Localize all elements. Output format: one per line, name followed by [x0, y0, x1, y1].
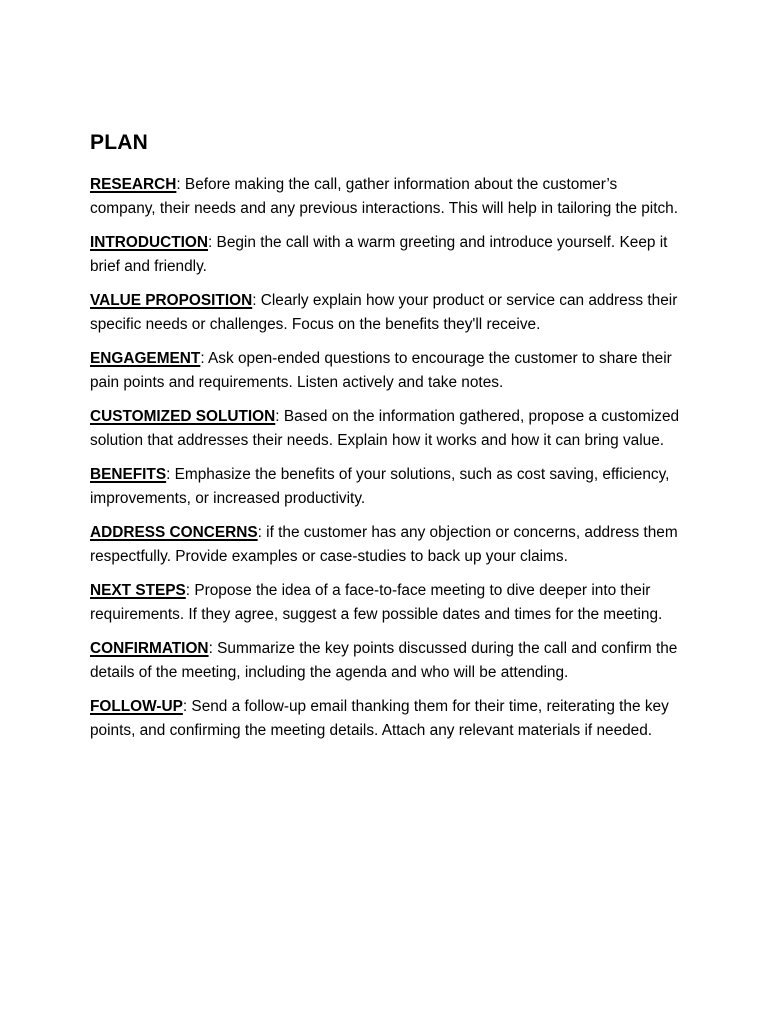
section-customized-solution	[90, 405, 680, 453]
section-text: : Send a follow-up email thanking them for their time, reiterating the key points, and confirming the meeting details. Attach any relevant materials if needed.	[90, 698, 669, 739]
section-term: CONFIRMATION	[90, 640, 209, 657]
section-term: RESEARCH	[90, 176, 177, 193]
section-research	[90, 173, 680, 221]
section-term: INTRODUCTION	[90, 234, 208, 251]
section-term: FOLLOW-UP	[90, 698, 183, 715]
section-address-concerns	[90, 521, 680, 569]
section-follow-up	[90, 695, 680, 743]
section-text: : Before making the call, gather information about the customer’s company, their needs and any previous interactions. This will help in tailoring the pitch.	[90, 176, 679, 217]
section-text: : Emphasize the benefits of your solutions, such as cost saving, efficiency, improvements, or increased productivity.	[90, 466, 670, 507]
section-text: : Ask open-ended questions to encourage the customer to share their pain points and requirements. Listen actively and take notes.	[90, 350, 672, 391]
section-benefits	[90, 463, 680, 511]
section-introduction	[90, 231, 680, 279]
section-text: : Summarize the key points discussed during the call and confirm the details of the meeting, including the agenda and who will be attending.	[90, 640, 678, 681]
document-page	[90, 128, 680, 753]
section-text: : Begin the call with a warm greeting and introduce yourself. Keep it brief and friendly.	[90, 234, 668, 275]
section-term: BENEFITS	[90, 466, 167, 483]
section-confirmation	[90, 637, 680, 685]
section-text: : Propose the idea of a face-to-face meeting to dive deeper into their requirements. If they agree, suggest a few possible dates and times for the meeting.	[90, 582, 663, 623]
section-text: : Clearly explain how your product or service can address their specific needs or challenges. Focus on the benefits they'll receive.	[90, 292, 678, 333]
section-next-steps	[90, 579, 680, 627]
section-term: NEXT STEPS	[90, 582, 186, 599]
page-title: PLAN	[90, 131, 148, 154]
section-term: ENGAGEMENT	[90, 350, 201, 367]
section-engagement	[90, 347, 680, 395]
section-term: ADDRESS CONCERNS	[90, 524, 258, 541]
section-text: : if the customer has any objection or concerns, address them respectfully. Provide examples or case-studies to back up your claims.	[90, 524, 678, 565]
section-term: CUSTOMIZED SOLUTION	[90, 408, 276, 425]
section-term: VALUE PROPOSITION	[90, 292, 253, 309]
section-text: : Based on the information gathered, propose a customized solution that addresses their needs. Explain how it works and how it can bring value.	[90, 408, 680, 449]
section-value-proposition	[90, 289, 680, 337]
